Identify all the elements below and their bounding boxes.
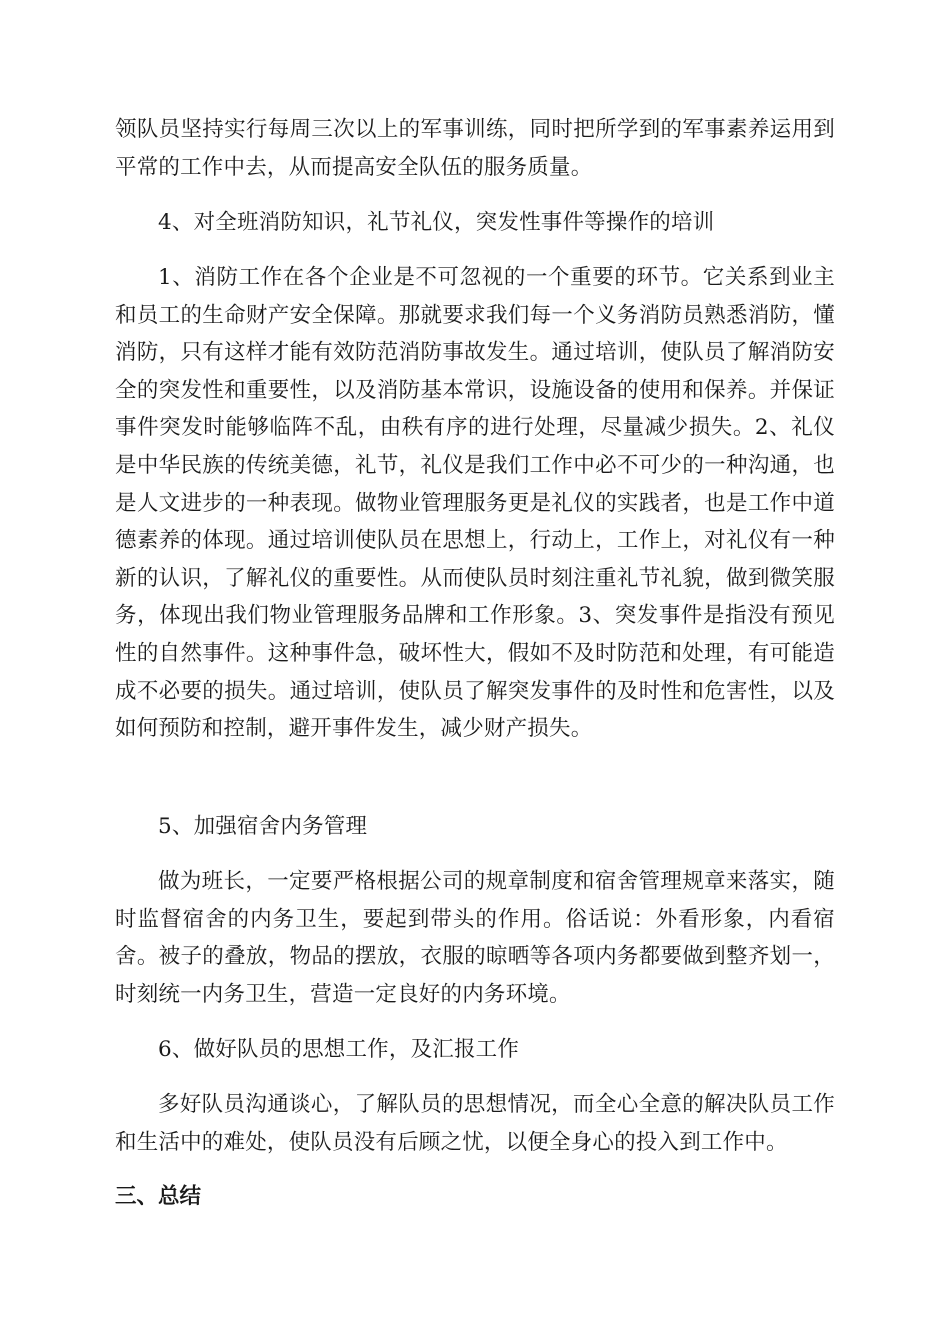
section-heading-5: 5、加强宿舍内务管理	[158, 814, 368, 839]
paragraph-dormitory-management: 做为班长，一定要严格根据公司的规章制度和宿舍管理规章来落实，随时监督宿舍的内务卫生，要起到带头的作用。俗话说：外看形象，内看宿舍。被子的叠放，物品的摆放，衣服的晾晒等各项内务都要做到整齐划一，时刻统一内务卫生，营造一定良好的内务环境。	[115, 869, 835, 1007]
section-heading-6: 6、做好队员的思想工作，及汇报工作	[158, 1037, 520, 1062]
paragraph-fire-etiquette-emergency: 1、消防工作在各个企业是不可忽视的一个重要的环节。它关系到业主和员工的生命财产安全保障。那就要求我们每一个义务消防员熟悉消防，懂消防，只有这样才能有效防范消防事故发生。通过培训，使队员了解消防安全的突发性和重要性，以及消防基本常识，设施设备的使用和保养。并保证事件突发时能够临阵不乱，由秩有序的进行处理，尽量减少损失。2、礼仪是中华民族的传统美德，礼节，礼仪是我们工作中必不可少的一种沟通，也是人文进步的一种表现。做物业管理服务更是礼仪的实践者，也是工作中道德素养的体现。通过培训使队员在思想上，行动上，工作上，对礼仪有一种新的认识，了解礼仪的重要性。从而使队员时刻注重礼节礼貌，做到微笑服务，体现出我们物业管理服务品牌和工作形象。3、突发事件是指没有预见性的自然事件。这种事件急，破坏性大，假如不及时防范和处理，有可能造成不必要的损失。通过培训，使队员了解突发事件的及时性和危害性，以及如何预防和控制，避开事件发生，减少财产损失。	[115, 265, 835, 742]
paragraph-training-continuation: 领队员坚持实行每周三次以上的军事训练，同时把所学到的军事素养运用到平常的工作中去，从而提高安全队伍的服务质量。	[115, 117, 835, 180]
section-heading-summary: 三、总结	[115, 1184, 202, 1209]
section-heading-4: 4、对全班消防知识，礼节礼仪，突发性事件等操作的培训	[158, 210, 715, 235]
paragraph-ideological-work: 多好队员沟通谈心，了解队员的思想情况，而全心全意的解决队员工作和生活中的难处，使队员没有后顾之忧，以便全身心的投入到工作中。	[115, 1092, 835, 1155]
